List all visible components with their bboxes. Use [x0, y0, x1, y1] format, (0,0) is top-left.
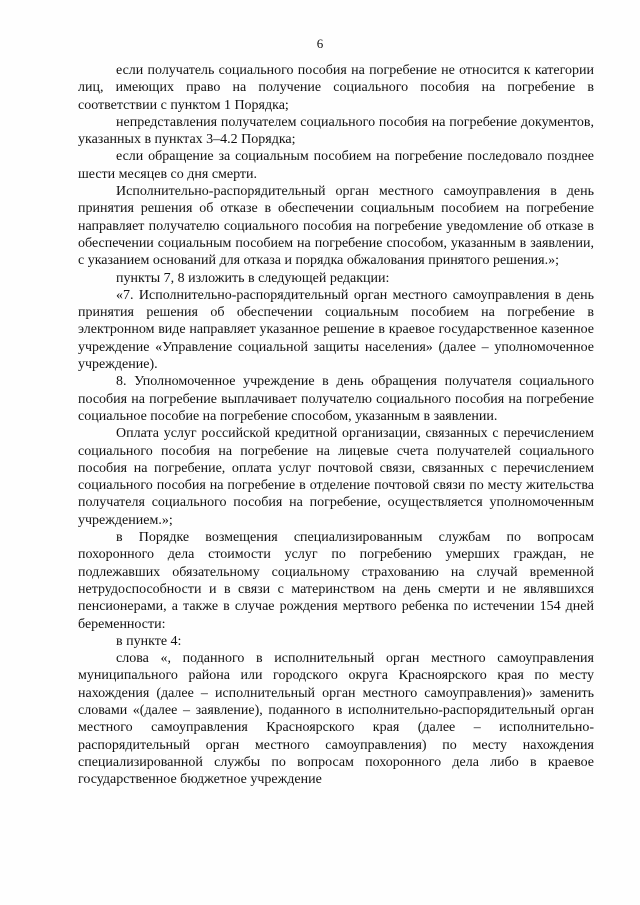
paragraph-amend-items: пункты 7, 8 изложить в следующей редакции: [116, 270, 390, 286]
paragraph-item-7: «7. Исполнительно-распорядительный орган местного самоуправления в день принятия решения об обеспечении социальным пособием на погребение в электронном виде направляет указанное решение в краевое государственное казенное учреждение «Управление социальной защиты населения» (далее – уполномоченное учреждение). [78, 287, 594, 373]
paragraph-late-application: если обращение за социальным пособием на погребение последовало позднее шести месяцев со дня смерти. [78, 149, 594, 182]
paragraph-refusal-notice: Исполнительно-распорядительный орган местного самоуправления в день принятия решения об отказе в обеспечении социальным пособием на погребение направляет получателю социального пособия на погребение уведомление об отказе в обеспечении социальным пособием на погребение способом, указанным в заявлении, с указанием оснований для отказа и порядка обжалования принятого решения.»; [78, 184, 594, 269]
paragraph-reimbursement-procedure: в Порядке возмещения специализированным службам по вопросам похоронного дела стоимости услуг по погребению умерших граждан, не подлежавших обязательному социальному страхованию на случай временной нетрудоспособности и в связи с материнством на день смерти и не являвшихся пенсионерами, а также в случае рождения мертвого ребенка по истечении 154 дней беременности: [78, 530, 594, 632]
paragraph-recipient-category: если получатель социального пособия на погребение не относится к категории лиц, имеющих право на получение социального пособия на погребение в соответствии с пунктом 1 Порядка; [78, 63, 594, 113]
page-number: 6 [316, 36, 324, 51]
paragraph-item-8: 8. Уполномоченное учреждение в день обращения получателя социального пособия на погребение выплачивает получателю социального пособия на погребение социальное пособие на погребение способом, указанным в заявлении. [78, 374, 594, 424]
document-body [78, 62, 594, 788]
paragraph-missing-documents: непредставления получателем социального пособия на погребение документов, указанных в пунктах 3–4.2 Порядка; [78, 114, 594, 148]
paragraph-item-4-heading: в пункте 4: [116, 633, 182, 649]
paragraph-words-replacement: слова «, поданного в исполнительный орган местного самоуправления муниципального района или городского округа Красноярского края по месту нахождения (далее – исполнительный орган местного самоуправления)» заменить словами «(далее – заявление), поданного в исполнительно-распорядительный орган местного самоуправления Красноярского края (далее – исполнительно-распорядительный орган местного самоуправления) по месту нахождения специализированной службы по вопросам похоронного дела либо в краевое государственное бюджетное учреждение [78, 651, 594, 788]
paragraph-payment-services: Оплата услуг российской кредитной организации, связанных с перечислением социального пособия на погребение на лицевые счета получателей социального пособия на погребение, оплата услуг почтовой связи, связанных с перечислением социального пособия на погребение в отделение почтовой связи по месту жительства получателя социального пособия на погребение, осуществляется уполномоченным учреждением.»; [78, 426, 594, 528]
